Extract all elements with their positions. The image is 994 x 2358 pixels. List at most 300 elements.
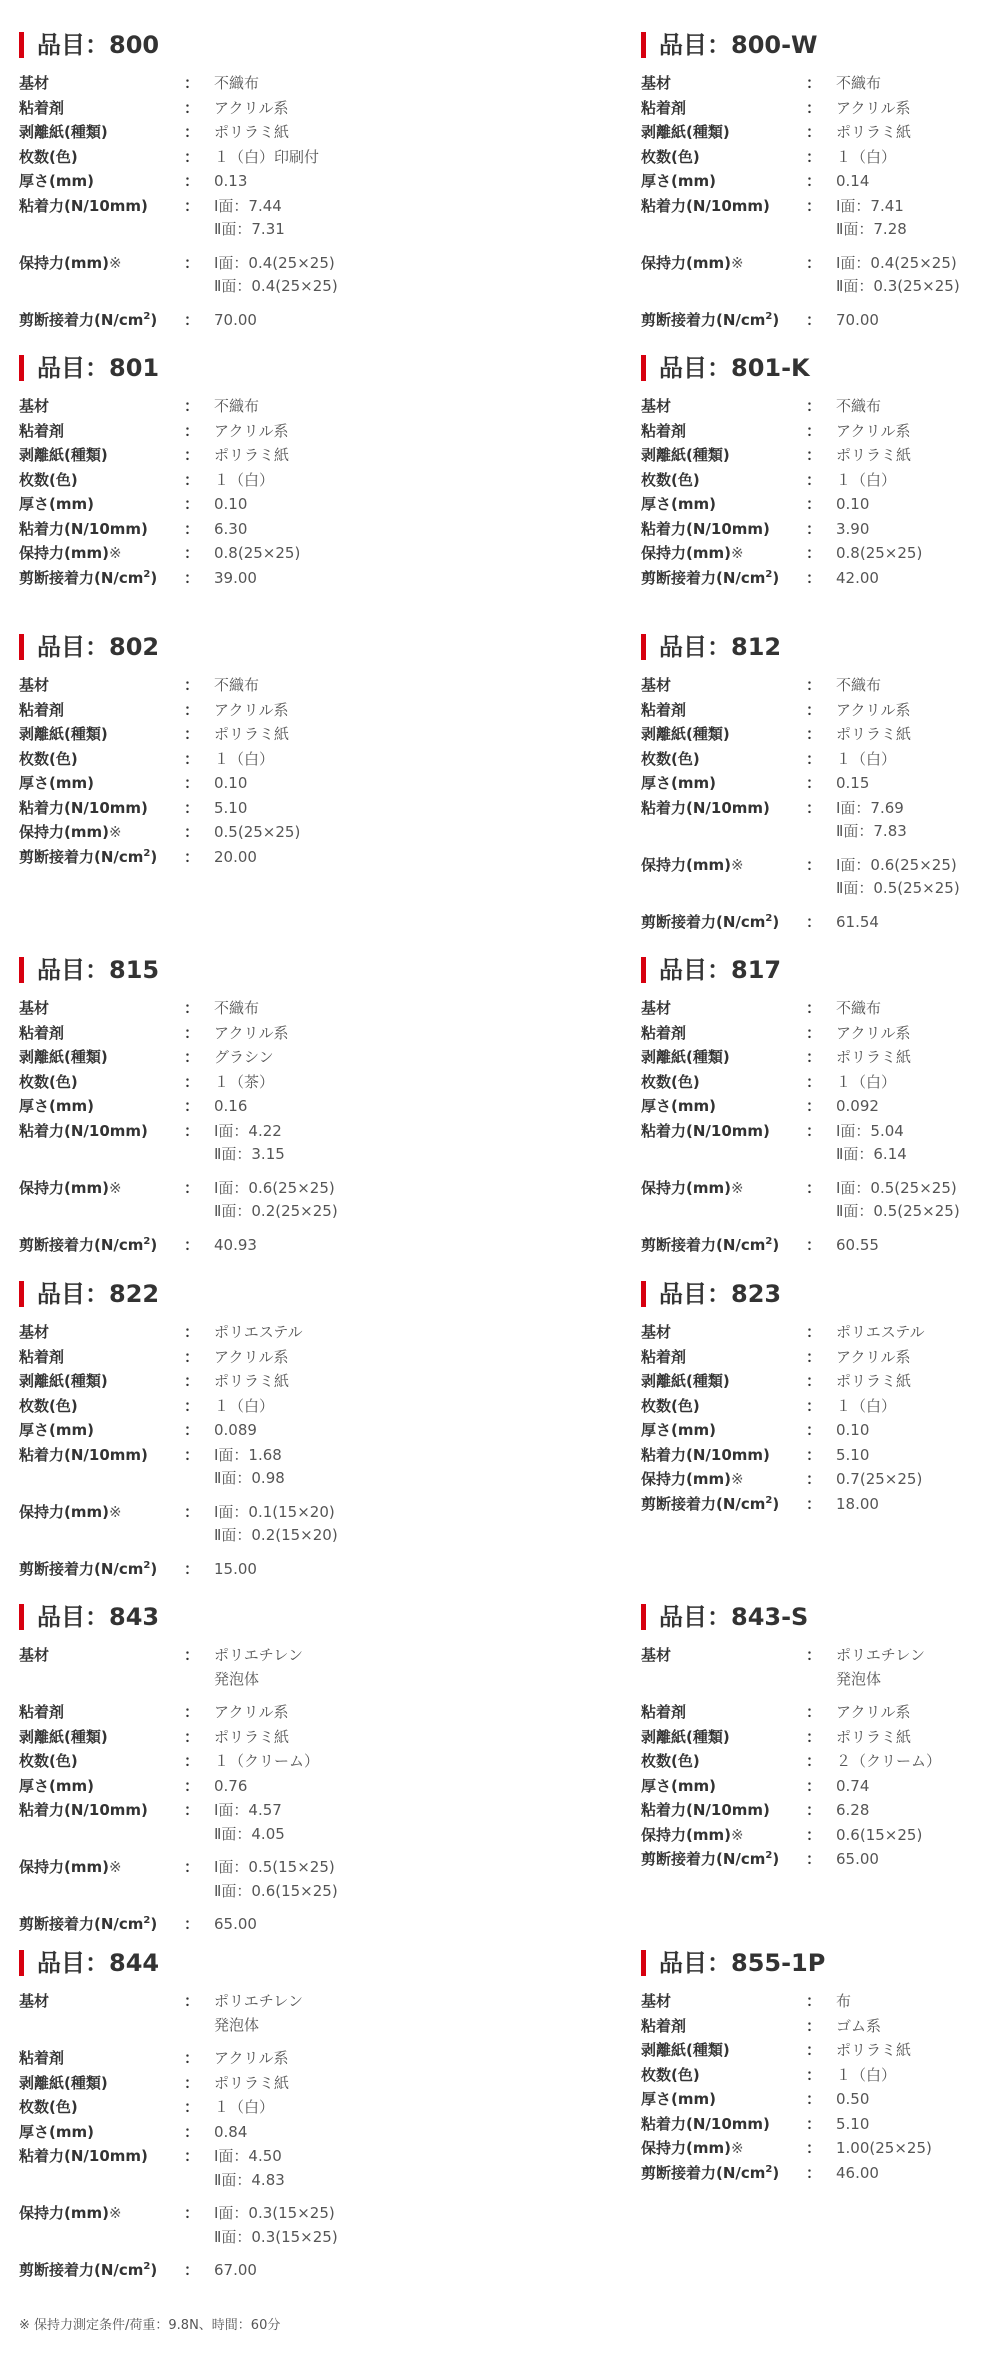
spec-thickness bbox=[19, 493, 459, 517]
spec-thickness-value: 0.10 bbox=[214, 774, 248, 792]
spec-adhesive-label: 粘着剤 bbox=[641, 1347, 687, 1366]
spec-liner-value: ポリラミ紙 bbox=[836, 2041, 912, 2059]
shear-label-text: 剪断接着力(N/cm bbox=[19, 1235, 144, 1254]
spec-shear bbox=[641, 2162, 994, 2186]
product-title-text: 品目：817 bbox=[659, 956, 782, 984]
spec-adhesion-value-line: 5.10 bbox=[214, 798, 248, 817]
spec-adhesive bbox=[19, 420, 459, 444]
spec-adhesion-value-line: Ⅰ面：1.68 bbox=[214, 1445, 282, 1464]
spec-holding-value-line: 1.00(25×25) bbox=[836, 2139, 932, 2157]
spec-shear bbox=[19, 567, 459, 591]
spec-base-label: 基材 bbox=[19, 397, 50, 415]
spec-adhesive-label: 粘着剤 bbox=[641, 2016, 687, 2035]
spec-shear bbox=[641, 309, 994, 333]
separator: ： bbox=[806, 2114, 822, 2133]
spec-base-value-line: 不織布 bbox=[214, 397, 260, 415]
holding-footnote-mark: ※ bbox=[730, 1178, 744, 1197]
spec-liner-label: 剥離紙(種類) bbox=[19, 446, 108, 464]
spec-holding bbox=[641, 252, 994, 299]
spec-holding bbox=[641, 542, 994, 566]
spec-shear bbox=[641, 1234, 994, 1258]
holding-label-text: 保持力(mm) bbox=[19, 1502, 109, 1521]
spec-base-value-line: ポリエチレン bbox=[214, 1646, 304, 1664]
title-accent-bar bbox=[641, 1604, 646, 1630]
spec-thickness bbox=[641, 772, 994, 796]
spec-count-value: １（白） bbox=[214, 1396, 275, 1415]
spec-count bbox=[19, 1071, 459, 1095]
holding-footnote-mark: ※ bbox=[730, 2139, 744, 2157]
spec-holding-value-line: 0.8(25×25) bbox=[214, 544, 301, 562]
separator: ： bbox=[806, 568, 822, 587]
shear-label-close: ) bbox=[772, 912, 780, 931]
spec-adhesion bbox=[19, 797, 459, 821]
spec-adhesion-label: 粘着力(N/10mm) bbox=[19, 1121, 148, 1140]
spec-thickness-label: 厚さ(mm) bbox=[19, 172, 94, 190]
spec-adhesion-value bbox=[836, 1120, 994, 1167]
spec-adhesion-value bbox=[836, 797, 994, 844]
spec-shear-value: 18.00 bbox=[836, 1494, 879, 1513]
spec-shear bbox=[641, 567, 994, 591]
separator: ： bbox=[184, 999, 200, 1017]
spec-thickness-label: 厚さ(mm) bbox=[641, 1097, 716, 1115]
spec-adhesive-value: ゴム系 bbox=[836, 2016, 882, 2035]
product-title bbox=[641, 28, 994, 68]
spec-count-label: 枚数(色) bbox=[19, 749, 78, 768]
spec-count-value: １（白） bbox=[836, 2065, 897, 2084]
spec-list bbox=[19, 1644, 459, 1937]
separator: ： bbox=[184, 397, 200, 415]
spec-holding-value bbox=[836, 252, 994, 299]
separator: ： bbox=[184, 1396, 200, 1415]
spec-thickness-value: 0.13 bbox=[214, 172, 248, 190]
spec-count-label: 枚数(色) bbox=[641, 1752, 700, 1770]
product-card bbox=[641, 351, 994, 591]
spec-thickness bbox=[641, 493, 994, 517]
spec-liner-value: ポリラミ紙 bbox=[836, 1048, 912, 1066]
spec-adhesive-value: アクリル系 bbox=[214, 2049, 289, 2067]
separator: ： bbox=[184, 446, 200, 464]
spec-holding-value-line: Ⅱ面：0.2(15×20) bbox=[214, 1526, 338, 1544]
separator: ： bbox=[806, 1023, 822, 1042]
spec-shear-value: 70.00 bbox=[214, 310, 257, 329]
spec-list bbox=[641, 1321, 994, 1516]
spec-adhesive-label: 粘着剤 bbox=[19, 98, 65, 117]
spec-thickness bbox=[19, 772, 459, 796]
spec-list bbox=[641, 1644, 994, 1872]
product-card bbox=[19, 630, 459, 870]
shear-label-sup: 2 bbox=[143, 1235, 151, 1247]
spec-thickness-label: 厚さ(mm) bbox=[19, 1097, 94, 1115]
spec-liner-value: ポリラミ紙 bbox=[214, 1727, 290, 1746]
holding-label-text: 保持力(mm) bbox=[641, 253, 731, 272]
spec-list bbox=[641, 72, 994, 332]
spec-holding-value-line: Ⅱ面：0.3(15×25) bbox=[214, 2227, 338, 2246]
spec-shear-value: 60.55 bbox=[836, 1235, 879, 1254]
spec-liner-label: 剥離紙(種類) bbox=[19, 1727, 108, 1746]
separator: ： bbox=[806, 1372, 822, 1390]
product-title-text: 品目：822 bbox=[37, 1280, 160, 1308]
spec-liner-value: ポリラミ紙 bbox=[836, 725, 912, 743]
spec-holding-value-line: 0.7(25×25) bbox=[836, 1470, 923, 1488]
shear-label-text: 剪断接着力(N/cm bbox=[19, 847, 144, 866]
spec-adhesion-value-line: Ⅱ面：4.05 bbox=[214, 1824, 285, 1843]
shear-label-close: ) bbox=[772, 1850, 780, 1868]
holding-footnote-mark: ※ bbox=[730, 253, 744, 272]
separator: ： bbox=[806, 446, 822, 464]
separator: ： bbox=[806, 1072, 822, 1091]
separator: ： bbox=[184, 1776, 200, 1795]
spec-count bbox=[19, 469, 459, 493]
spec-adhesive-label: 粘着剤 bbox=[641, 1023, 687, 1042]
spec-holding-label bbox=[641, 252, 806, 299]
spec-adhesive bbox=[19, 699, 459, 723]
holding-label-text: 保持力(mm) bbox=[19, 823, 109, 841]
holding-label-text: 保持力(mm) bbox=[641, 1178, 731, 1197]
spec-count bbox=[19, 2096, 459, 2120]
spec-base bbox=[641, 1321, 994, 1345]
spec-holding-label bbox=[19, 1177, 184, 1224]
product-card bbox=[641, 1600, 994, 1873]
spec-base bbox=[641, 674, 994, 698]
shear-label-text: 剪断接着力(N/cm bbox=[641, 912, 766, 931]
spec-adhesion-value-line: 6.28 bbox=[836, 1801, 870, 1819]
spec-adhesive bbox=[19, 1022, 459, 1046]
spec-thickness bbox=[19, 170, 459, 194]
shear-label-sup: 2 bbox=[765, 1494, 773, 1506]
shear-label-sup: 2 bbox=[143, 310, 151, 322]
spec-shear-label bbox=[19, 2259, 184, 2283]
spec-shear-label bbox=[19, 1913, 184, 1937]
spec-thickness-label: 厚さ(mm) bbox=[19, 774, 94, 792]
separator: ： bbox=[184, 2147, 200, 2165]
spec-liner bbox=[641, 1726, 994, 1750]
spec-liner-value: ポリラミ紙 bbox=[836, 1727, 912, 1746]
spec-holding-value-line: Ⅰ面：0.4(25×25) bbox=[214, 253, 335, 272]
shear-label-close: ) bbox=[150, 2261, 158, 2279]
spec-thickness-value: 0.50 bbox=[836, 2090, 870, 2108]
product-title-text: 品目：800-W bbox=[659, 31, 818, 59]
spec-holding-label bbox=[641, 1177, 806, 1224]
spec-base-value bbox=[836, 1990, 994, 2014]
product-title-text: 品目：843-S bbox=[659, 1603, 809, 1631]
spec-base-label: 基材 bbox=[19, 1646, 50, 1664]
spec-count-label: 枚数(色) bbox=[19, 2098, 78, 2116]
separator: ： bbox=[184, 470, 200, 489]
spec-liner bbox=[641, 723, 994, 747]
shear-label-sup: 2 bbox=[143, 568, 151, 580]
spec-count bbox=[641, 1071, 994, 1095]
spec-adhesion bbox=[641, 2113, 994, 2137]
separator: ： bbox=[184, 700, 200, 719]
spec-adhesive bbox=[641, 420, 994, 444]
spec-list bbox=[19, 72, 459, 332]
spec-adhesion-value bbox=[836, 2113, 994, 2137]
spec-liner-value: ポリラミ紙 bbox=[214, 2073, 290, 2092]
separator: ： bbox=[806, 1178, 822, 1197]
separator: ： bbox=[806, 519, 822, 538]
separator: ： bbox=[184, 1121, 200, 1140]
shear-label-close: ) bbox=[150, 1915, 158, 1933]
spec-adhesion-value-line: 5.10 bbox=[836, 1445, 870, 1464]
spec-adhesion-value-line: Ⅰ面：4.57 bbox=[214, 1801, 282, 1819]
shear-label-sup: 2 bbox=[765, 912, 773, 924]
separator: ： bbox=[806, 1801, 822, 1819]
separator: ： bbox=[184, 2073, 200, 2092]
separator: ： bbox=[806, 1703, 822, 1721]
spec-base-value-line: 発泡体 bbox=[836, 1669, 882, 1688]
spec-base-value-line: ポリエステル bbox=[836, 1323, 925, 1341]
spec-count-label: 枚数(色) bbox=[641, 749, 700, 768]
spec-base-value bbox=[836, 1644, 994, 1691]
spec-shear-label bbox=[19, 846, 184, 870]
spec-list bbox=[641, 395, 994, 590]
separator: ： bbox=[184, 1502, 200, 1521]
product-title bbox=[641, 1946, 994, 1986]
spec-thickness bbox=[19, 1775, 459, 1799]
spec-count-value: １（白）印刷付 bbox=[214, 147, 320, 166]
spec-liner-label: 剥離紙(種類) bbox=[641, 1372, 730, 1390]
spec-shear-value: 15.00 bbox=[214, 1559, 257, 1578]
spec-base bbox=[19, 72, 459, 96]
spec-shear-label bbox=[641, 911, 806, 935]
spec-liner bbox=[19, 444, 459, 468]
product-title-text: 品目：801 bbox=[37, 354, 160, 382]
spec-base bbox=[641, 72, 994, 96]
separator: ： bbox=[806, 2065, 822, 2084]
spec-list bbox=[19, 997, 459, 1257]
spec-adhesion bbox=[19, 518, 459, 542]
spec-holding-value bbox=[214, 1501, 459, 1548]
holding-footnote-mark: ※ bbox=[730, 1825, 744, 1844]
spec-base bbox=[19, 1321, 459, 1345]
spec-thickness-value: 0.74 bbox=[836, 1776, 870, 1795]
separator: ： bbox=[806, 676, 822, 694]
separator: ： bbox=[184, 147, 200, 166]
spec-liner-label: 剥離紙(種類) bbox=[19, 2073, 108, 2092]
separator: ： bbox=[806, 1850, 822, 1868]
spec-base-value-line: ポリエチレン bbox=[214, 1992, 304, 2010]
spec-thickness-value: 0.14 bbox=[836, 172, 870, 190]
holding-footnote-mark: ※ bbox=[108, 544, 122, 562]
spec-holding bbox=[641, 1468, 994, 1492]
spec-adhesion bbox=[19, 1444, 459, 1491]
spec-base bbox=[19, 1644, 459, 1691]
spec-thickness-label: 厚さ(mm) bbox=[641, 172, 716, 190]
spec-thickness bbox=[19, 1095, 459, 1119]
spec-count-value: １（白） bbox=[836, 470, 897, 489]
separator: ： bbox=[806, 2163, 822, 2182]
shear-label-text: 剪断接着力(N/cm bbox=[19, 1915, 144, 1933]
spec-adhesion-label: 粘着力(N/10mm) bbox=[641, 798, 770, 817]
spec-holding-value bbox=[214, 2202, 459, 2249]
spec-base-value bbox=[836, 674, 994, 698]
spec-holding-label bbox=[19, 542, 184, 566]
spec-holding bbox=[19, 1501, 459, 1548]
spec-holding-value bbox=[214, 1856, 459, 1903]
separator: ： bbox=[806, 1646, 822, 1664]
spec-count bbox=[641, 469, 994, 493]
spec-adhesion-label: 粘着力(N/10mm) bbox=[19, 1801, 148, 1819]
title-accent-bar bbox=[19, 355, 24, 381]
spec-holding bbox=[641, 854, 994, 901]
shear-label-close: ) bbox=[772, 568, 780, 587]
spec-liner bbox=[19, 1726, 459, 1750]
separator: ： bbox=[184, 74, 200, 92]
spec-thickness-value: 0.092 bbox=[836, 1097, 879, 1115]
spec-adhesion bbox=[19, 1120, 459, 1167]
separator: ： bbox=[806, 1445, 822, 1464]
spec-thickness bbox=[641, 1095, 994, 1119]
spec-thickness-label: 厚さ(mm) bbox=[641, 1421, 716, 1439]
spec-base-value-line: 不織布 bbox=[214, 676, 260, 694]
spec-base-value-line: 発泡体 bbox=[214, 1669, 260, 1688]
spec-holding-label bbox=[19, 252, 184, 299]
separator: ： bbox=[184, 1559, 200, 1578]
spec-holding-value bbox=[214, 821, 459, 845]
title-accent-bar bbox=[19, 1950, 24, 1976]
spec-liner-value: ポリラミ紙 bbox=[214, 123, 290, 141]
shear-label-close: ) bbox=[150, 847, 158, 866]
spec-adhesive-label: 粘着剤 bbox=[19, 1703, 65, 1721]
holding-footnote: ※ 保持力測定条件/荷重：9.8N、時間：60分 bbox=[19, 2318, 281, 2333]
spec-holding-value bbox=[836, 2137, 994, 2161]
separator: ： bbox=[184, 1048, 200, 1066]
spec-liner bbox=[641, 2039, 994, 2063]
title-accent-bar bbox=[19, 634, 24, 660]
spec-adhesive-label: 粘着剤 bbox=[641, 700, 687, 719]
separator: ： bbox=[184, 253, 200, 272]
spec-adhesion-value-line: Ⅱ面：3.15 bbox=[214, 1145, 285, 1163]
shear-label-sup: 2 bbox=[143, 1559, 151, 1571]
title-accent-bar bbox=[19, 32, 24, 58]
spec-adhesion-value-line: Ⅰ面：4.22 bbox=[214, 1121, 282, 1140]
spec-shear-label bbox=[641, 1234, 806, 1258]
spec-base-value bbox=[214, 72, 459, 96]
spec-adhesive bbox=[19, 97, 459, 121]
spec-adhesion bbox=[19, 195, 459, 242]
holding-footnote-mark: ※ bbox=[108, 1178, 122, 1197]
separator: ： bbox=[806, 310, 822, 329]
spec-count-label: 枚数(色) bbox=[641, 1072, 700, 1091]
spec-holding-value-line: Ⅱ面：0.5(25×25) bbox=[836, 879, 960, 897]
spec-adhesive bbox=[641, 97, 994, 121]
separator: ： bbox=[806, 1752, 822, 1770]
spec-list bbox=[641, 1990, 994, 2185]
product-title bbox=[641, 1600, 994, 1640]
holding-label-text: 保持力(mm) bbox=[641, 2139, 731, 2157]
shear-label-close: ) bbox=[150, 310, 158, 329]
separator: ： bbox=[184, 1235, 200, 1254]
spec-count-value: １（白） bbox=[836, 147, 897, 166]
separator: ： bbox=[806, 544, 822, 562]
holding-label-text: 保持力(mm) bbox=[19, 1178, 109, 1197]
spec-base-value bbox=[214, 1644, 459, 1691]
separator: ： bbox=[806, 1347, 822, 1366]
spec-shear-value: 61.54 bbox=[836, 912, 879, 931]
spec-adhesion-value bbox=[214, 1120, 459, 1167]
separator: ： bbox=[806, 74, 822, 92]
separator: ： bbox=[806, 2090, 822, 2108]
spec-adhesion-value bbox=[836, 1799, 994, 1823]
spec-liner bbox=[19, 1046, 459, 1070]
separator: ： bbox=[184, 725, 200, 743]
separator: ： bbox=[184, 1072, 200, 1091]
title-accent-bar bbox=[19, 957, 24, 983]
holding-footnote-mark: ※ bbox=[108, 823, 122, 841]
product-card bbox=[19, 1600, 459, 1938]
spec-holding-value bbox=[836, 854, 994, 901]
spec-adhesion-value bbox=[214, 797, 459, 821]
spec-count bbox=[641, 146, 994, 170]
spec-liner-label: 剥離紙(種類) bbox=[19, 123, 108, 141]
holding-footnote-mark: ※ bbox=[108, 253, 122, 272]
holding-footnote-mark: ※ bbox=[730, 1470, 744, 1488]
spec-count-label: 枚数(色) bbox=[641, 147, 700, 166]
spec-base-label: 基材 bbox=[19, 676, 50, 694]
separator: ： bbox=[806, 1048, 822, 1066]
spec-holding-value bbox=[214, 252, 459, 299]
spec-adhesive-value: アクリル系 bbox=[836, 1703, 911, 1721]
separator: ： bbox=[806, 421, 822, 440]
spec-count bbox=[641, 2064, 994, 2088]
spec-shear-label bbox=[641, 309, 806, 333]
spec-base-value-line: 不織布 bbox=[836, 397, 882, 415]
separator: ： bbox=[184, 1915, 200, 1933]
spec-holding-value bbox=[836, 1824, 994, 1848]
shear-label-text: 剪断接着力(N/cm bbox=[19, 310, 144, 329]
spec-base-label: 基材 bbox=[19, 1992, 50, 2010]
spec-holding-value-line: Ⅰ面：0.5(15×25) bbox=[214, 1858, 335, 1876]
spec-list bbox=[641, 997, 994, 1257]
spec-base-value bbox=[214, 674, 459, 698]
spec-shear-value: 20.00 bbox=[214, 847, 257, 866]
spec-adhesion-value bbox=[836, 195, 994, 242]
spec-base-value-line: 発泡体 bbox=[214, 2015, 260, 2034]
spec-adhesion-label: 粘着力(N/10mm) bbox=[641, 1121, 770, 1140]
spec-shear-label bbox=[641, 2162, 806, 2186]
product-title-text: 品目：843 bbox=[37, 1603, 160, 1631]
spec-liner bbox=[19, 723, 459, 747]
spec-thickness-value: 0.10 bbox=[836, 1421, 870, 1439]
separator: ： bbox=[806, 397, 822, 415]
separator: ： bbox=[184, 2204, 200, 2222]
holding-label-text: 保持力(mm) bbox=[19, 1858, 109, 1876]
spec-count-value: １（クリーム） bbox=[214, 1752, 320, 1770]
spec-base-value-line: 不織布 bbox=[836, 676, 882, 694]
spec-adhesion-label: 粘着力(N/10mm) bbox=[641, 1801, 770, 1819]
spec-adhesion bbox=[19, 2145, 459, 2192]
spec-base-value bbox=[214, 395, 459, 419]
separator: ： bbox=[806, 147, 822, 166]
separator: ： bbox=[806, 1121, 822, 1140]
spec-adhesion-value bbox=[214, 2145, 459, 2192]
spec-base-label: 基材 bbox=[641, 676, 672, 694]
separator: ： bbox=[184, 1703, 200, 1721]
separator: ： bbox=[806, 1421, 822, 1439]
spec-liner bbox=[19, 2072, 459, 2096]
title-accent-bar bbox=[641, 957, 646, 983]
shear-label-close: ) bbox=[150, 1559, 158, 1578]
spec-base-value bbox=[836, 1321, 994, 1345]
spec-holding-value-line: 0.5(25×25) bbox=[214, 823, 301, 841]
separator: ： bbox=[184, 2049, 200, 2067]
spec-holding bbox=[641, 1824, 994, 1848]
spec-adhesive bbox=[641, 2015, 994, 2039]
separator: ： bbox=[806, 1825, 822, 1844]
spec-count-value: １（白） bbox=[836, 1072, 897, 1091]
separator: ： bbox=[806, 1323, 822, 1341]
spec-holding-label bbox=[641, 1468, 806, 1492]
